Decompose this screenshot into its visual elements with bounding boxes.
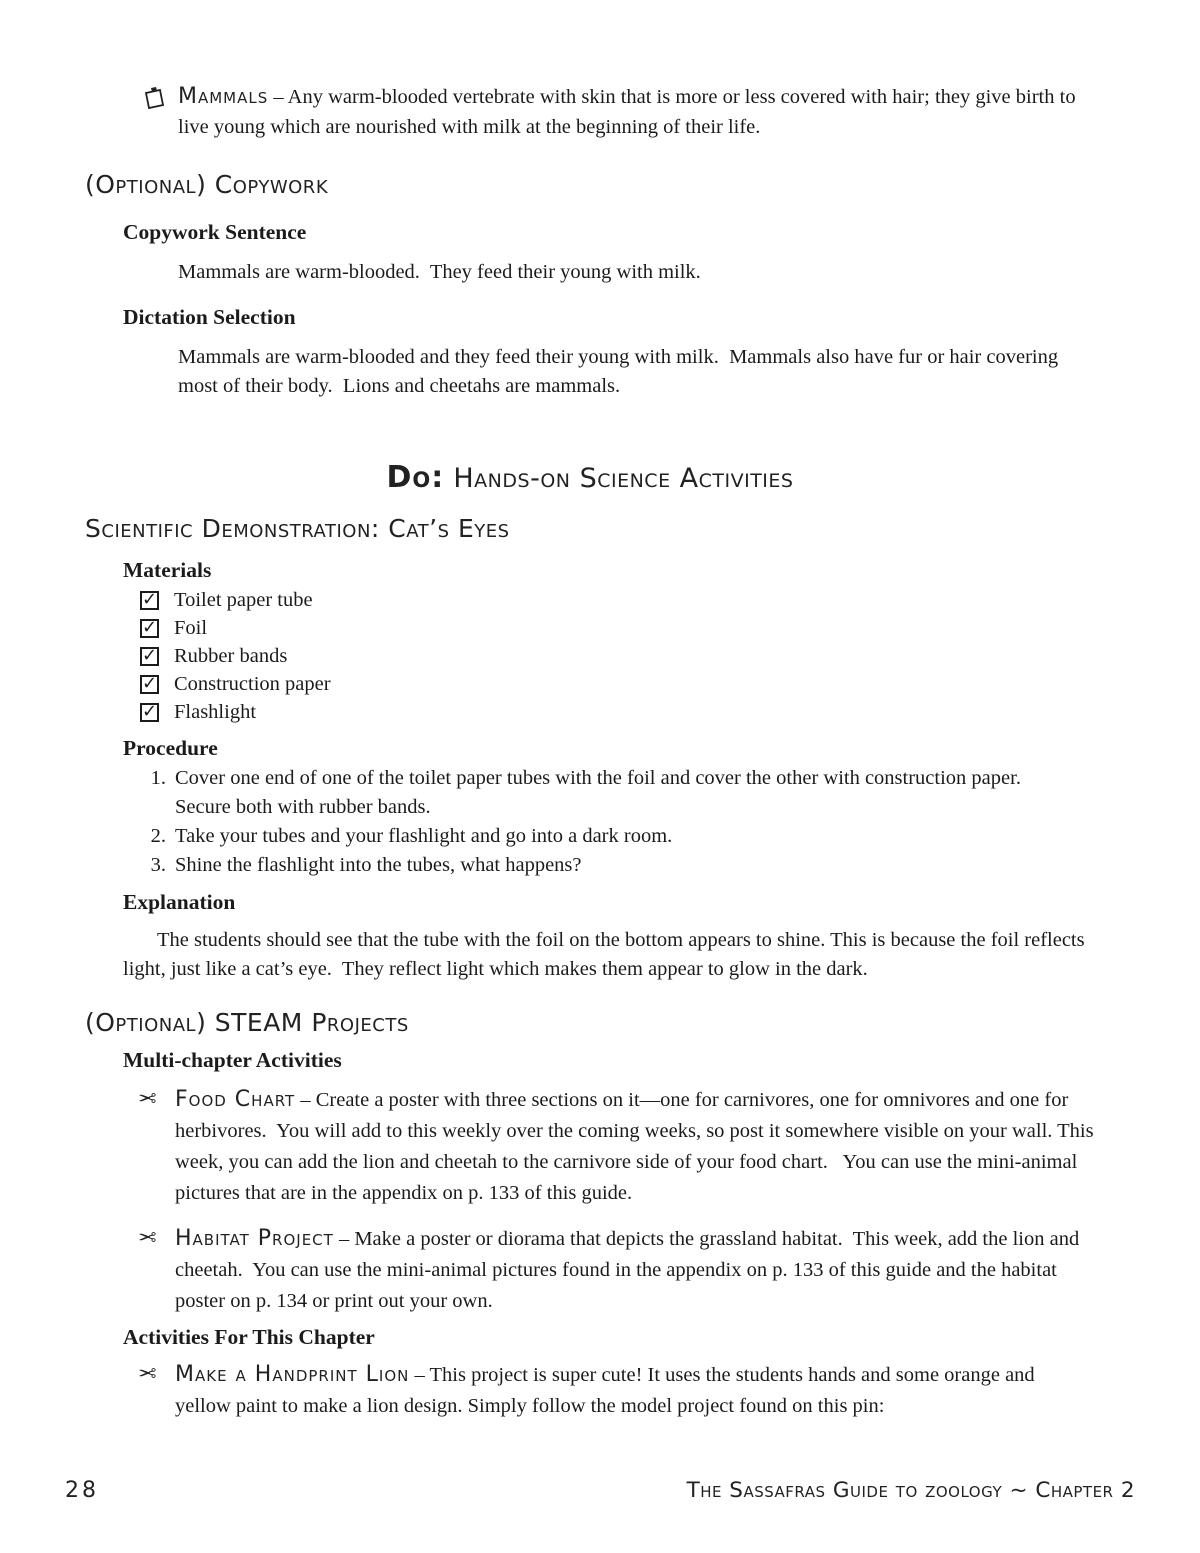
- copywork-sentence-heading: Copywork Sentence: [123, 220, 307, 244]
- vocab-term: Mammals: [178, 84, 269, 109]
- explanation-text: The students should see that the tube with the foil on the bottom appears to shine. This is because the foil reflects light, just like a cat’s eye. They reflect light which makes them appear to glow in the dark.: [123, 929, 1090, 980]
- project-title: Food Chart: [175, 1087, 296, 1112]
- material-item: [140, 642, 1095, 670]
- material-label: Foil: [174, 617, 208, 639]
- project-description: Make a poster or diorama that depicts the grassland habitat. This week, add the lion and cheetah. You can use the mini-animal pictures found in the appendix on p. 133 of this guide and the habitat poster on p. 134 or print out your own.: [175, 1228, 1085, 1312]
- checked-checkbox-icon: [140, 616, 159, 638]
- check-glyph: ✓: [142, 672, 158, 694]
- material-label: Flashlight: [174, 701, 257, 723]
- material-item: [140, 670, 1095, 698]
- vocab-separator: –: [273, 86, 284, 108]
- page-number: 28: [65, 1478, 99, 1503]
- check-glyph: ✓: [142, 616, 158, 638]
- procedure-step: [140, 822, 1095, 851]
- material-item: [140, 698, 1095, 726]
- copywork-sentence: Mammals are warm-blooded. They feed their young with milk.: [178, 261, 701, 283]
- scissors-icon: ✂: [138, 1087, 157, 1112]
- vocab-definition: Any warm-blooded vertebrate with skin that is more or less covered with hair; they give birth to live young which are nourished with milk at the beginning of their life.: [178, 86, 1081, 138]
- multi-chapter-heading: Multi-chapter Activities: [123, 1048, 342, 1072]
- steam-section-heading: (Optional) STEAM Projects: [85, 1008, 409, 1037]
- dictation-text: Mammals are warm-blooded and they feed their young with milk. Mammals also have fur or hair covering most of their body. Lions and cheetahs are mammals.: [178, 346, 1064, 397]
- checked-checkbox-icon: [140, 644, 159, 666]
- check-glyph: ✓: [142, 700, 158, 722]
- project-item-habitat: [140, 1223, 1095, 1317]
- explanation-heading: Explanation: [123, 890, 236, 914]
- material-label: Toilet paper tube: [174, 589, 313, 611]
- step-number: 3.: [150, 854, 166, 876]
- do-section-heading: [85, 459, 1095, 498]
- step-text: Take your tubes and your flashlight and go into a dark room.: [175, 825, 673, 847]
- step-number: 1.: [150, 767, 166, 789]
- materials-heading: Materials: [123, 558, 212, 582]
- copywork-section-heading: (Optional) Copywork: [85, 170, 329, 199]
- vocab-entry: [178, 82, 1095, 142]
- note-pencil-icon: [142, 85, 166, 120]
- project-description: This project is super cute! It uses the students hands and some orange and yellow paint to make a lion design. Simply follow the model project found on this pin:: [175, 1364, 1040, 1417]
- project-description: Create a poster with three sections on it—one for carnivores, one for omnivores and one for herbivores. You will add to this weekly over the coming weeks, so post it somewhere visible on your wall. This week, you can add the lion and cheetah to the carnivore side of your food chart. You can use the mini-animal pictures that are in the appendix on p. 133 of this guide.: [175, 1089, 1099, 1204]
- checked-checkbox-icon: [140, 672, 159, 694]
- demonstration-heading: Scientific Demonstration: Cat’s Eyes: [85, 514, 510, 543]
- chapter-activities-heading: Activities For This Chapter: [123, 1325, 375, 1349]
- do-label: Do:: [386, 460, 445, 495]
- check-glyph: ✓: [142, 588, 158, 610]
- project-separator: –: [300, 1089, 311, 1111]
- procedure-heading: Procedure: [123, 736, 218, 760]
- dictation-heading: Dictation Selection: [123, 305, 296, 329]
- step-text: Shine the flashlight into the tubes, what happens?: [175, 854, 582, 876]
- scissors-icon: ✂: [138, 1362, 157, 1387]
- step-number: 2.: [150, 825, 166, 847]
- checked-checkbox-icon: [140, 700, 159, 722]
- project-separator: –: [338, 1228, 350, 1250]
- project-title: Make a Handprint Lion: [175, 1362, 410, 1387]
- project-separator: –: [414, 1364, 425, 1386]
- material-label: Rubber bands: [174, 645, 288, 667]
- materials-list: [85, 586, 1095, 726]
- project-title: Habitat Project: [175, 1226, 334, 1251]
- page-footer: [65, 1478, 1135, 1503]
- project-item-handprint-lion: [140, 1359, 1095, 1422]
- check-glyph: ✓: [142, 644, 158, 666]
- material-label: Construction paper: [174, 673, 331, 695]
- checked-checkbox-icon: [140, 588, 159, 610]
- procedure-step: [140, 851, 1095, 880]
- footer-book-title: The Sassafras Guide to zoology ~ Chapter 2: [686, 1478, 1135, 1503]
- procedure-step: [140, 764, 1095, 822]
- project-item-food-chart: [138, 1084, 1099, 1209]
- procedure-list: [85, 764, 1095, 880]
- step-text: Cover one end of one of the toilet paper tubes with the foil and cover the other with construction paper. Secure both with rubber bands.: [175, 767, 1027, 818]
- material-item: [140, 586, 1095, 614]
- material-item: [140, 614, 1095, 642]
- scissors-icon: ✂: [138, 1226, 157, 1251]
- do-heading-rest: Hands-on Science Activities: [453, 463, 794, 494]
